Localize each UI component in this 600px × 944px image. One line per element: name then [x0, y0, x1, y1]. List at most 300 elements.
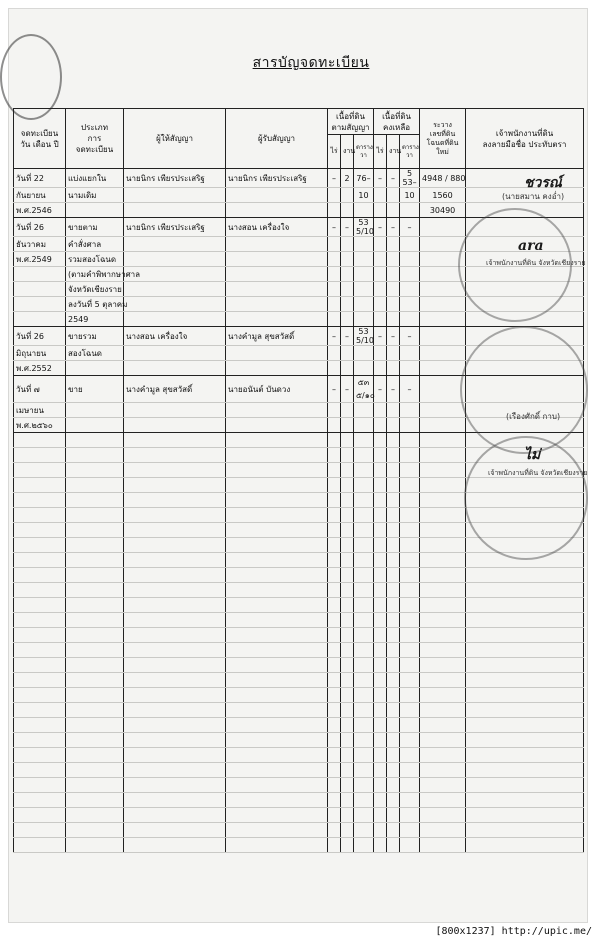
- table-cell-blank: [14, 763, 66, 778]
- table-cell-blank: [124, 838, 226, 853]
- table-cell-blank: [420, 838, 466, 853]
- table-cell-r-rai: [374, 237, 387, 252]
- table-cell-c-wa: [354, 267, 374, 282]
- table-cell-blank: [354, 463, 374, 478]
- table-cell-blank: [420, 553, 466, 568]
- table-cell-r-rai: [374, 252, 387, 267]
- table-cell-date: พ.ศ.2549: [14, 252, 66, 267]
- table-cell-blank: [66, 808, 124, 823]
- table-cell-blank: [354, 733, 374, 748]
- table-row-blank: [14, 613, 584, 628]
- table-cell-r-ngan: [387, 297, 400, 312]
- table-cell-blank: [124, 808, 226, 823]
- table-cell-r-wa: [400, 297, 420, 312]
- table-cell-blank: [400, 433, 420, 448]
- table-cell-blank: [374, 433, 387, 448]
- table-cell-blank: [466, 823, 584, 838]
- table-cell-date: มิถุนายน: [14, 346, 66, 361]
- table-cell-blank: [354, 748, 374, 763]
- table-cell-blank: [354, 688, 374, 703]
- table-cell-grantee: นางคำมูล สุขสวัสดิ์: [226, 327, 328, 346]
- table-cell-blank: [341, 673, 354, 688]
- table-row-blank: [14, 553, 584, 568]
- table-cell-blank: [354, 568, 374, 583]
- table-cell-r-ngan: [387, 346, 400, 361]
- table-cell-date: วันที่ 26: [14, 327, 66, 346]
- table-cell-blank: [328, 523, 341, 538]
- table-cell-blank: [354, 493, 374, 508]
- table-cell-grantee: [226, 282, 328, 297]
- table-cell-c-rai: [328, 346, 341, 361]
- table-cell-blank: [400, 688, 420, 703]
- table-cell-blank: [226, 448, 328, 463]
- table-cell-r-ngan: –: [387, 218, 400, 237]
- table-row-blank: [14, 778, 584, 793]
- table-cell-blank: [66, 778, 124, 793]
- table-cell-c-rai: –: [328, 169, 341, 188]
- table-cell-c-wa: [354, 403, 374, 418]
- table-row-blank: [14, 718, 584, 733]
- table-cell-blank: [328, 583, 341, 598]
- table-cell-grantee: นายนิกร เพียรประเสริฐ: [226, 169, 328, 188]
- watermark-url: [800x1237] http://upic.me/: [435, 926, 592, 937]
- table-cell-blank: [328, 778, 341, 793]
- table-cell-blank: [14, 733, 66, 748]
- table-cell-blank: [226, 493, 328, 508]
- table-cell-blank: [466, 598, 584, 613]
- table-cell-date: พ.ศ.2546: [14, 203, 66, 218]
- table-cell-blank: [374, 538, 387, 553]
- table-cell-blank: [400, 598, 420, 613]
- table-row-blank: [14, 658, 584, 673]
- table-cell-blank: [341, 823, 354, 838]
- table-cell-blank: [387, 823, 400, 838]
- table-cell-blank: [328, 643, 341, 658]
- table-cell-blank: [387, 793, 400, 808]
- header-ngan: งาน: [341, 135, 354, 169]
- table-cell-blank: [328, 703, 341, 718]
- table-cell-type: ลงวันที่ 5 ตุลาคม: [66, 297, 124, 312]
- table-cell-blank: [420, 538, 466, 553]
- table-cell-blank: [341, 733, 354, 748]
- table-cell-blank: [420, 493, 466, 508]
- table-cell-c-ngan: [341, 237, 354, 252]
- table-cell-c-rai: [328, 282, 341, 297]
- table-cell-blank: [466, 703, 584, 718]
- table-cell-r-wa: 10: [400, 188, 420, 203]
- table-cell-blank: [400, 568, 420, 583]
- table-cell-blank: [374, 823, 387, 838]
- table-cell-blank: [328, 538, 341, 553]
- table-cell-blank: [14, 508, 66, 523]
- table-cell-blank: [226, 553, 328, 568]
- table-cell-r-rai: –: [374, 376, 387, 403]
- table-cell-c-rai: [328, 267, 341, 282]
- table-cell-blank: [420, 703, 466, 718]
- table-cell-blank: [466, 718, 584, 733]
- table-cell-grantee: [226, 346, 328, 361]
- table-cell-blank: [400, 778, 420, 793]
- table-cell-blank: [124, 508, 226, 523]
- table-cell-blank: [466, 733, 584, 748]
- header-wa: ตาราง วา: [354, 135, 374, 169]
- table-cell-r-wa: [400, 361, 420, 376]
- table-cell-blank: [374, 448, 387, 463]
- table-cell-blank: [66, 718, 124, 733]
- table-cell-blank: [420, 583, 466, 598]
- table-row-blank: [14, 733, 584, 748]
- table-cell-blank: [374, 688, 387, 703]
- table-cell-blank: [354, 673, 374, 688]
- table-cell-c-wa: [354, 418, 374, 433]
- table-cell-blank: [387, 778, 400, 793]
- table-cell-grantor: [124, 403, 226, 418]
- table-cell-date: เมษายน: [14, 403, 66, 418]
- table-cell-blank: [374, 673, 387, 688]
- table-cell-c-wa: [354, 346, 374, 361]
- table-cell-blank: [466, 673, 584, 688]
- table-cell-grantor: [124, 203, 226, 218]
- table-cell-date: [14, 312, 66, 327]
- table-cell-blank: [387, 718, 400, 733]
- table-cell-blank: [14, 658, 66, 673]
- table-cell-blank: [66, 658, 124, 673]
- table-cell-grantor: นางสอน เครื่องใจ: [124, 327, 226, 346]
- table-cell-new-deed: [420, 403, 466, 418]
- table-cell-blank: [341, 748, 354, 763]
- table-cell-c-wa: [354, 297, 374, 312]
- table-cell-r-wa: [400, 203, 420, 218]
- table-cell-r-wa: [400, 267, 420, 282]
- table-cell-blank: [420, 748, 466, 763]
- table-cell-r-ngan: –: [387, 327, 400, 346]
- table-cell-grantor: [124, 312, 226, 327]
- table-cell-blank: [328, 658, 341, 673]
- table-cell-blank: [226, 508, 328, 523]
- table-row-blank: [14, 583, 584, 598]
- table-cell-blank: [354, 628, 374, 643]
- table-cell-blank: [387, 433, 400, 448]
- table-cell-blank: [328, 793, 341, 808]
- table-cell-blank: [14, 793, 66, 808]
- table-cell-blank: [387, 703, 400, 718]
- table-cell-blank: [226, 523, 328, 538]
- table-cell-blank: [66, 598, 124, 613]
- table-cell-blank: [374, 628, 387, 643]
- table-cell-grantee: [226, 188, 328, 203]
- table-cell-blank: [124, 793, 226, 808]
- table-cell-blank: [226, 598, 328, 613]
- table-cell-blank: [354, 433, 374, 448]
- table-cell-blank: [14, 493, 66, 508]
- officer-title: เจ้าพนักงานที่ดิน จังหวัดเชียงราย: [488, 469, 588, 477]
- table-cell-blank: [420, 793, 466, 808]
- table-cell-blank: [226, 763, 328, 778]
- table-cell-blank: [66, 463, 124, 478]
- table-cell-blank: [341, 493, 354, 508]
- table-cell-blank: [124, 478, 226, 493]
- header-area-contract: เนื้อที่ดิน ตามสัญญา: [328, 109, 374, 135]
- header-new-deed: ระวาง เลขที่ดิน โฉนดที่ดิน ใหม่: [420, 109, 466, 169]
- table-row-blank: [14, 748, 584, 763]
- table-cell-blank: [341, 658, 354, 673]
- table-cell-blank: [14, 643, 66, 658]
- table-cell-blank: [387, 643, 400, 658]
- table-cell-blank: [374, 733, 387, 748]
- table-cell-blank: [226, 433, 328, 448]
- table-cell-blank: [124, 568, 226, 583]
- table-cell-blank: [354, 838, 374, 853]
- table-cell-blank: [400, 523, 420, 538]
- table-cell-r-ngan: [387, 361, 400, 376]
- table-cell-blank: [354, 613, 374, 628]
- table-cell-blank: [14, 583, 66, 598]
- table-cell-blank: [14, 778, 66, 793]
- table-cell-blank: [226, 643, 328, 658]
- table-cell-blank: [341, 703, 354, 718]
- table-cell-blank: [354, 778, 374, 793]
- officer-name: (เรืองศักดิ์ กาบ): [506, 412, 561, 421]
- table-cell-blank: [374, 838, 387, 853]
- table-cell-blank: [341, 478, 354, 493]
- table-cell-blank: [341, 808, 354, 823]
- header-area-remaining: เนื้อที่ดิน คงเหลือ: [374, 109, 420, 135]
- table-cell-blank: [420, 523, 466, 538]
- table-cell-blank: [400, 658, 420, 673]
- table-cell-blank: [226, 793, 328, 808]
- table-cell-r-rai: [374, 297, 387, 312]
- table-cell-date: [14, 297, 66, 312]
- table-cell-grantee: [226, 312, 328, 327]
- table-cell-blank: [420, 823, 466, 838]
- table-cell-type: 2549: [66, 312, 124, 327]
- table-cell-blank: [14, 688, 66, 703]
- table-cell-blank: [226, 823, 328, 838]
- table-row-blank: [14, 568, 584, 583]
- table-cell-blank: [66, 433, 124, 448]
- table-cell-blank: [374, 718, 387, 733]
- table-cell-blank: [124, 598, 226, 613]
- table-cell-blank: [387, 688, 400, 703]
- table-cell-blank: [14, 823, 66, 838]
- table-cell-blank: [124, 733, 226, 748]
- table-cell-grantor: [124, 297, 226, 312]
- table-cell-blank: [354, 793, 374, 808]
- table-cell-r-rai: [374, 267, 387, 282]
- header-officer: เจ้าพนักงานที่ดิน ลงลายมือชื่อ ประทับตรา: [466, 109, 584, 169]
- table-cell-grantor: นายนิกร เพียรประเสริฐ: [124, 169, 226, 188]
- table-cell-blank: [328, 628, 341, 643]
- table-cell-blank: [420, 778, 466, 793]
- table-cell-blank: [14, 478, 66, 493]
- table-cell-blank: [328, 553, 341, 568]
- table-cell-blank: [420, 598, 466, 613]
- table-cell-blank: [124, 583, 226, 598]
- table-cell-blank: [226, 838, 328, 853]
- table-cell-blank: [354, 553, 374, 568]
- table-cell-blank: [66, 628, 124, 643]
- table-cell-blank: [66, 448, 124, 463]
- table-cell-blank: [66, 553, 124, 568]
- table-cell-blank: [341, 553, 354, 568]
- table-cell-r-wa: –: [400, 218, 420, 237]
- table-cell-blank: [328, 688, 341, 703]
- table-cell-blank: [420, 568, 466, 583]
- table-cell-blank: [124, 703, 226, 718]
- table-cell-c-ngan: [341, 361, 354, 376]
- table-cell-c-ngan: [341, 252, 354, 267]
- table-cell-blank: [226, 748, 328, 763]
- table-cell-blank: [14, 448, 66, 463]
- table-cell-blank: [124, 718, 226, 733]
- table-cell-blank: [66, 763, 124, 778]
- table-cell-r-rai: –: [374, 169, 387, 188]
- table-cell-blank: [354, 598, 374, 613]
- table-cell-blank: [124, 493, 226, 508]
- table-cell-blank: [420, 628, 466, 643]
- table-cell-blank: [124, 448, 226, 463]
- table-cell-blank: [124, 688, 226, 703]
- table-cell-blank: [354, 508, 374, 523]
- table-cell-blank: [328, 718, 341, 733]
- table-cell-blank: [14, 838, 66, 853]
- table-cell-blank: [328, 613, 341, 628]
- table-cell-blank: [420, 673, 466, 688]
- table-cell-blank: [354, 583, 374, 598]
- table-cell-c-ngan: [341, 188, 354, 203]
- table-cell-blank: [420, 763, 466, 778]
- table-cell-c-wa: 53 5/10: [354, 218, 374, 237]
- table-cell-blank: [466, 628, 584, 643]
- table-cell-type: [66, 361, 124, 376]
- table-cell-blank: [374, 463, 387, 478]
- table-cell-blank: [387, 613, 400, 628]
- table-cell-blank: [341, 793, 354, 808]
- header-ngan: งาน: [387, 135, 400, 169]
- table-cell-blank: [354, 478, 374, 493]
- table-cell-r-wa: –: [400, 376, 420, 403]
- table-cell-blank: [374, 793, 387, 808]
- table-cell-blank: [374, 523, 387, 538]
- table-cell-blank: [420, 733, 466, 748]
- table-cell-blank: [328, 448, 341, 463]
- table-cell-r-ngan: [387, 403, 400, 418]
- table-cell-blank: [14, 598, 66, 613]
- table-cell-blank: [374, 553, 387, 568]
- table-cell-blank: [387, 658, 400, 673]
- table-cell-new-deed: [420, 297, 466, 312]
- header-grantor: ผู้ให้สัญญา: [124, 109, 226, 169]
- table-cell-r-rai: [374, 282, 387, 297]
- table-cell-blank: [387, 508, 400, 523]
- table-cell-grantee: นายอนันต์ บันดวง: [226, 376, 328, 403]
- table-cell-blank: [387, 538, 400, 553]
- table-cell-blank: [328, 763, 341, 778]
- table-cell-blank: [387, 448, 400, 463]
- table-cell-blank: [328, 478, 341, 493]
- table-cell-r-wa: [400, 418, 420, 433]
- table-cell-blank: [328, 508, 341, 523]
- table-cell-blank: [420, 688, 466, 703]
- table-cell-new-deed: 4948 / 880: [420, 169, 466, 188]
- table-cell-blank: [341, 613, 354, 628]
- table-cell-blank: [341, 433, 354, 448]
- table-row: [14, 188, 584, 203]
- table-cell-blank: [328, 823, 341, 838]
- table-cell-blank: [354, 523, 374, 538]
- table-cell-blank: [466, 838, 584, 853]
- table-cell-c-rai: –: [328, 327, 341, 346]
- table-cell-c-ngan: [341, 346, 354, 361]
- table-cell-grantor: [124, 252, 226, 267]
- table-cell-blank: [341, 598, 354, 613]
- table-cell-blank: [374, 778, 387, 793]
- table-cell-blank: [354, 448, 374, 463]
- table-cell-blank: [226, 718, 328, 733]
- table-cell-c-rai: [328, 237, 341, 252]
- table-cell-blank: [66, 478, 124, 493]
- table-cell-blank: [354, 538, 374, 553]
- table-cell-blank: [66, 748, 124, 763]
- table-cell-grantee: [226, 361, 328, 376]
- table-cell-blank: [400, 748, 420, 763]
- table-cell-blank: [14, 613, 66, 628]
- table-cell-blank: [226, 463, 328, 478]
- table-cell-blank: [226, 658, 328, 673]
- table-cell-type: [66, 418, 124, 433]
- table-cell-blank: [124, 463, 226, 478]
- header-type: ประเภท การ จดทะเบียน: [66, 109, 124, 169]
- table-cell-blank: [124, 763, 226, 778]
- table-cell-blank: [466, 613, 584, 628]
- table-cell-date: [14, 267, 66, 282]
- table-cell-new-deed: [420, 218, 466, 237]
- table-row-blank: [14, 688, 584, 703]
- table-cell-new-deed: [420, 282, 466, 297]
- table-cell-new-deed: [420, 418, 466, 433]
- table-cell-r-ngan: [387, 282, 400, 297]
- table-cell-blank: [400, 508, 420, 523]
- table-cell-r-ngan: [387, 267, 400, 282]
- table-cell-blank: [341, 463, 354, 478]
- table-cell-date: วันที่ 22: [14, 169, 66, 188]
- table-cell-c-ngan: –: [341, 376, 354, 403]
- table-cell-type: [66, 403, 124, 418]
- table-cell-blank: [66, 613, 124, 628]
- table-cell-blank: [341, 778, 354, 793]
- table-cell-grantor: [124, 188, 226, 203]
- table-cell-blank: [14, 538, 66, 553]
- table-cell-blank: [14, 718, 66, 733]
- table-cell-blank: [466, 583, 584, 598]
- table-cell-blank: [420, 448, 466, 463]
- table-cell-date: วันที่ 26: [14, 218, 66, 237]
- table-cell-blank: [226, 733, 328, 748]
- table-cell-grantee: [226, 418, 328, 433]
- table-cell-r-rai: –: [374, 327, 387, 346]
- table-cell-grantee: [226, 297, 328, 312]
- table-cell-c-ngan: [341, 267, 354, 282]
- table-row-blank: [14, 838, 584, 853]
- table-cell-type: สองโฉนด: [66, 346, 124, 361]
- table-cell-blank: [14, 463, 66, 478]
- table-cell-c-wa: [354, 312, 374, 327]
- table-cell-blank: [400, 448, 420, 463]
- table-cell-c-rai: –: [328, 218, 341, 237]
- table-cell-type: นามเดิม: [66, 188, 124, 203]
- table-cell-blank: [387, 598, 400, 613]
- table-cell-blank: [466, 658, 584, 673]
